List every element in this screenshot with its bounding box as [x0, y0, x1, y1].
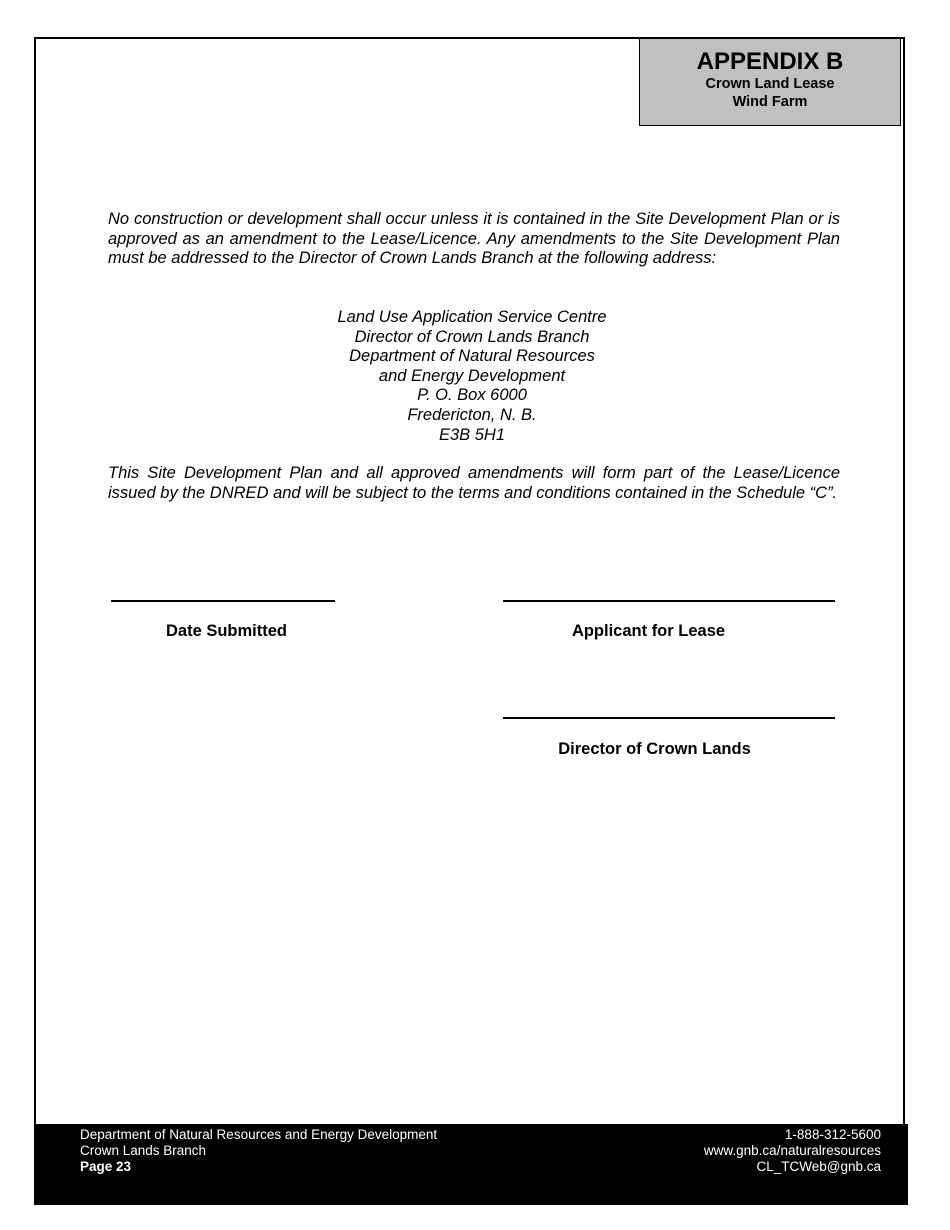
address-line: and Energy Development [378, 366, 566, 385]
director-label: Director of Crown Lands [558, 740, 751, 758]
appendix-header-box [639, 38, 901, 126]
address-line: Department of Natural Resources [349, 347, 595, 366]
address-line: P. O. Box 6000 [417, 386, 527, 405]
applicant-signature-line [503, 600, 835, 602]
footer-left [80, 1127, 437, 1175]
address-line: Director of Crown Lands Branch [354, 327, 590, 346]
appendix-subtitle-2: Wind Farm [732, 94, 808, 110]
footer-phone: 1-888-312-5600 [784, 1127, 881, 1142]
appendix-subtitle-1: Crown Land Lease [705, 76, 835, 92]
footer-email: CL_TCWeb@gnb.ca [756, 1159, 881, 1174]
footer-page-number: Page 23 [80, 1159, 132, 1174]
appendix-title: APPENDIX B [696, 48, 844, 75]
intro-paragraph: No construction or development shall occur unless it is contained in the Site Development Plan or is approved as an amendment to the Lease/Licence. Any amendments to the Site Development Plan must be addressed to the Director of Crown Lands Branch at the following address: [108, 210, 840, 267]
date-submitted-label: Date Submitted [165, 622, 287, 640]
footer-department: Department of Natural Resources and Energy Development [80, 1127, 438, 1142]
mailing-address [272, 308, 672, 445]
applicant-label: Applicant for Lease [571, 622, 726, 640]
director-signature-line [503, 717, 835, 719]
terms-paragraph: This Site Development Plan and all approved amendments will form part of the Lease/Licence issued by the DNRED and will be subject to the terms and conditions contained in the Schedule “C”. [108, 464, 840, 502]
date-signature-line [111, 600, 335, 602]
footer-right [704, 1127, 881, 1175]
footer-branch: Crown Lands Branch [80, 1143, 207, 1158]
address-line: E3B 5H1 [438, 425, 506, 444]
address-line: Fredericton, N. B. [407, 405, 537, 424]
footer-website: www.gnb.ca/naturalresources [703, 1143, 881, 1158]
page-footer [34, 1124, 908, 1205]
address-line: Land Use Application Service Centre [337, 308, 607, 326]
